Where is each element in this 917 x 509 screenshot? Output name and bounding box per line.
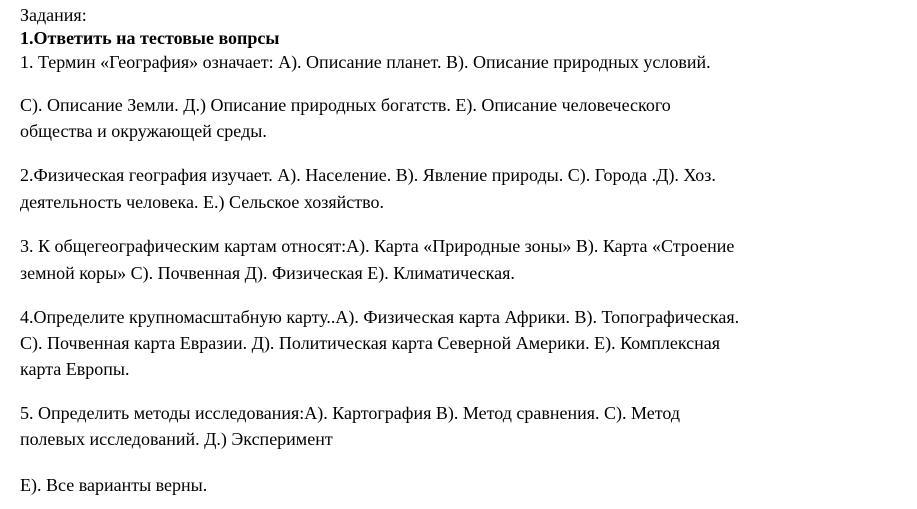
question-1-line-3: общества и окружающей среды. [20, 121, 267, 141]
question-2-line-2: деятельность человека. Е.) Сельское хозяйство. [20, 192, 384, 212]
question-1-line-1: 1. Термин «География» означает: А). Описание планет. В). Описание природных условий. [20, 52, 711, 72]
question-1-line-2: С). Описание Земли. Д.) Описание природных богатств. Е). Описание человеческого [20, 95, 671, 115]
question-5-line-3: Е). Все варианты верны. [20, 475, 208, 495]
heading: Задания: [20, 5, 87, 25]
task-title: 1.Ответить на тестовые вопрсы [20, 28, 280, 48]
question-4-line-2: С). Почвенная карта Евразии. Д). Политическая карта Северной Америки. Е). Комплексная [20, 333, 721, 353]
question-4-line-1: 4.Определите крупномасштабную карту..А). Физическая карта Африки. В). Топографическая. [20, 307, 740, 327]
question-3-line-1: 3. К общегеографическим картам относят:А). Карта «Природные зоны» В). Карта «Строение [20, 236, 735, 256]
question-5-line-2: полевых исследований. Д.) Эксперимент [20, 429, 333, 449]
question-5-line-1: 5. Определить методы исследования:А). Картография В). Метод сравнения. С). Метод [20, 403, 681, 423]
question-2-line-1: 2.Физическая география изучает. А). Население. В). Явление природы. С). Города .Д). Хоз. [20, 165, 716, 185]
question-3-line-2: земной коры» С). Почвенная Д). Физическая Е). Климатическая. [20, 263, 515, 283]
question-4-line-3: карта Европы. [20, 359, 130, 379]
